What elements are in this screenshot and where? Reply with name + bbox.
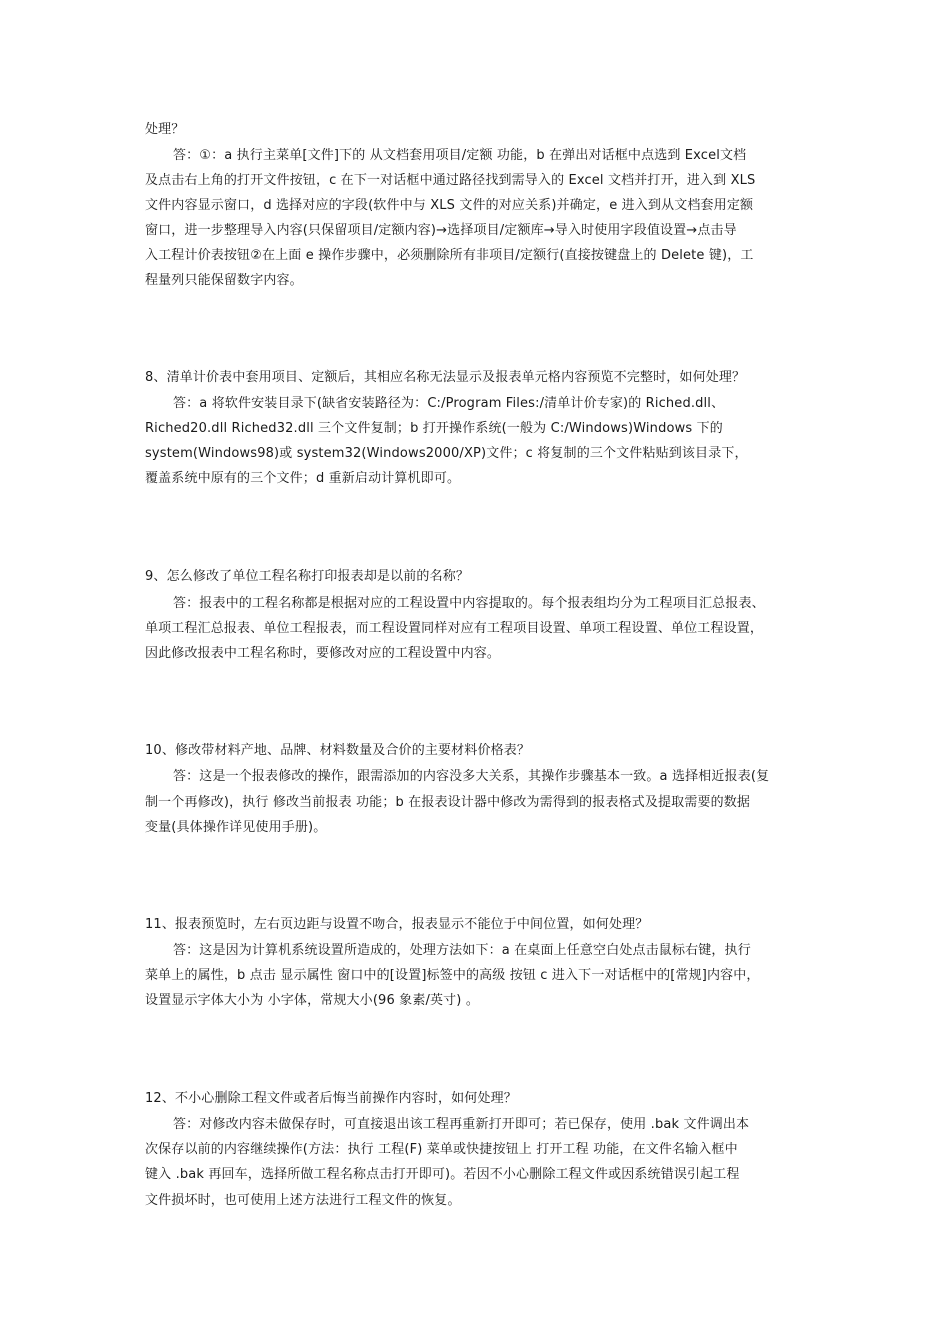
- answer-9-line: 因此修改报表中工程名称时，要修改对应的工程设置中内容。: [145, 646, 501, 661]
- prev-answer-line: 文件内容显示窗口，d 选择对应的字段(软件中与 XLS 文件的对应关系)并确定，e 进入到从文档套用定额: [145, 198, 754, 213]
- answer-8-line: system(Windows98)或 system32(Windows2000/XP)文件；c 将复制的三个文件粘贴到该目录下，: [145, 446, 748, 461]
- answer-11-line: 答：这是因为计算机系统设置所造成的，处理方法如下：a 在桌面上任意空白处点击鼠标右键，执行: [173, 943, 751, 958]
- prev-answer-line: 窗口，进一步整理导入内容(只保留项目/定额内容)→选择项目/定额库→导入时使用字段值设置→点击导: [145, 223, 737, 238]
- question-11: 11、报表预览时，左右页边距与设置不吻合，报表显示不能位于中间位置，如何处理？: [145, 917, 649, 932]
- prev-answer-line: 及点击右上角的打开文件按钮，c 在下一对话框中通过路径找到需导入的 Excel 文档并打开，进入到 XLS: [145, 173, 756, 188]
- answer-10-line: 变量(具体操作详见使用手册)。: [145, 820, 327, 835]
- answer-12-line: 次保存以前的内容继续操作(方法：执行 工程(F) 菜单或快捷按钮上 打开工程 功能，在文件名输入框中: [145, 1142, 738, 1157]
- answer-8-line: 覆盖系统中原有的三个文件；d 重新启动计算机即可。: [145, 471, 461, 486]
- question-9: 9、怎么修改了单位工程名称打印报表却是以前的名称？: [145, 569, 470, 584]
- answer-8-line: Riched20.dll Riched32.dll 三个文件复制；b 打开操作系统(一般为 C:/Windows)Windows 下的: [145, 421, 723, 436]
- answer-12-line: 文件损坏时，也可使用上述方法进行工程文件的恢复。: [145, 1193, 461, 1208]
- question-8: 8、清单计价表中套用项目、定额后，其相应名称无法显示及报表单元格内容预览不完整时，如何处理？: [145, 370, 746, 385]
- answer-10-line: 答：这是一个报表修改的操作，跟需添加的内容没多大关系，其操作步骤基本一致。a 选择相近报表(复: [173, 769, 770, 784]
- answer-8-line: 答：a 将软件安装目录下(缺省安装路径为：C:/Program Files:/清单计价专家)的 Riched.dll、: [173, 396, 725, 411]
- prev-question-tail: 处理？: [145, 122, 185, 137]
- answer-11-line: 设置显示字体大小为 小字体，常规大小(96 象素/英寸) 。: [145, 993, 479, 1008]
- answer-12-line: 答：对修改内容未做保存时，可直接退出该工程再重新打开即可；若已保存，使用 .bak 文件调出本: [173, 1117, 750, 1132]
- prev-answer-line: 入工程计价表按钮②在上面 e 操作步骤中，必须删除所有非项目/定额行(直接按键盘上的 Delete 键)，工: [145, 248, 754, 263]
- prev-answer-line: 程量列只能保留数字内容。: [145, 273, 303, 288]
- answer-9-line: 单项工程汇总报表、单位工程报表，而工程设置同样对应有工程项目设置、单项工程设置、单位工程设置，: [145, 621, 764, 636]
- question-12: 12、不小心删除工程文件或者后悔当前操作内容时，如何处理？: [145, 1091, 517, 1106]
- answer-10-line: 制一个再修改)，执行 修改当前报表 功能；b 在报表设计器中修改为需得到的报表格式及提取需要的数据: [145, 795, 751, 810]
- answer-9-line: 答：报表中的工程名称都是根据对应的工程设置中内容提取的。每个报表组均分为工程项目汇总报表、: [173, 596, 765, 611]
- answer-12-line: 键入 .bak 再回车，选择所做工程名称点击打开即可)。若因不小心删除工程文件或因系统错误引起工程: [145, 1167, 740, 1182]
- question-10: 10、修改带材料产地、品牌、材料数量及合价的主要材料价格表？: [145, 743, 531, 758]
- prev-answer-line: 答：①：a 执行主菜单[文件]下的 从文档套用项目/定额 功能，b 在弹出对话框中点选到 Excel文档: [173, 148, 747, 163]
- answer-11-line: 菜单上的属性，b 点击 显示属性 窗口中的[设置]标签中的高级 按钮 c 进入下一对话框中的[常规]内容中，: [145, 968, 760, 983]
